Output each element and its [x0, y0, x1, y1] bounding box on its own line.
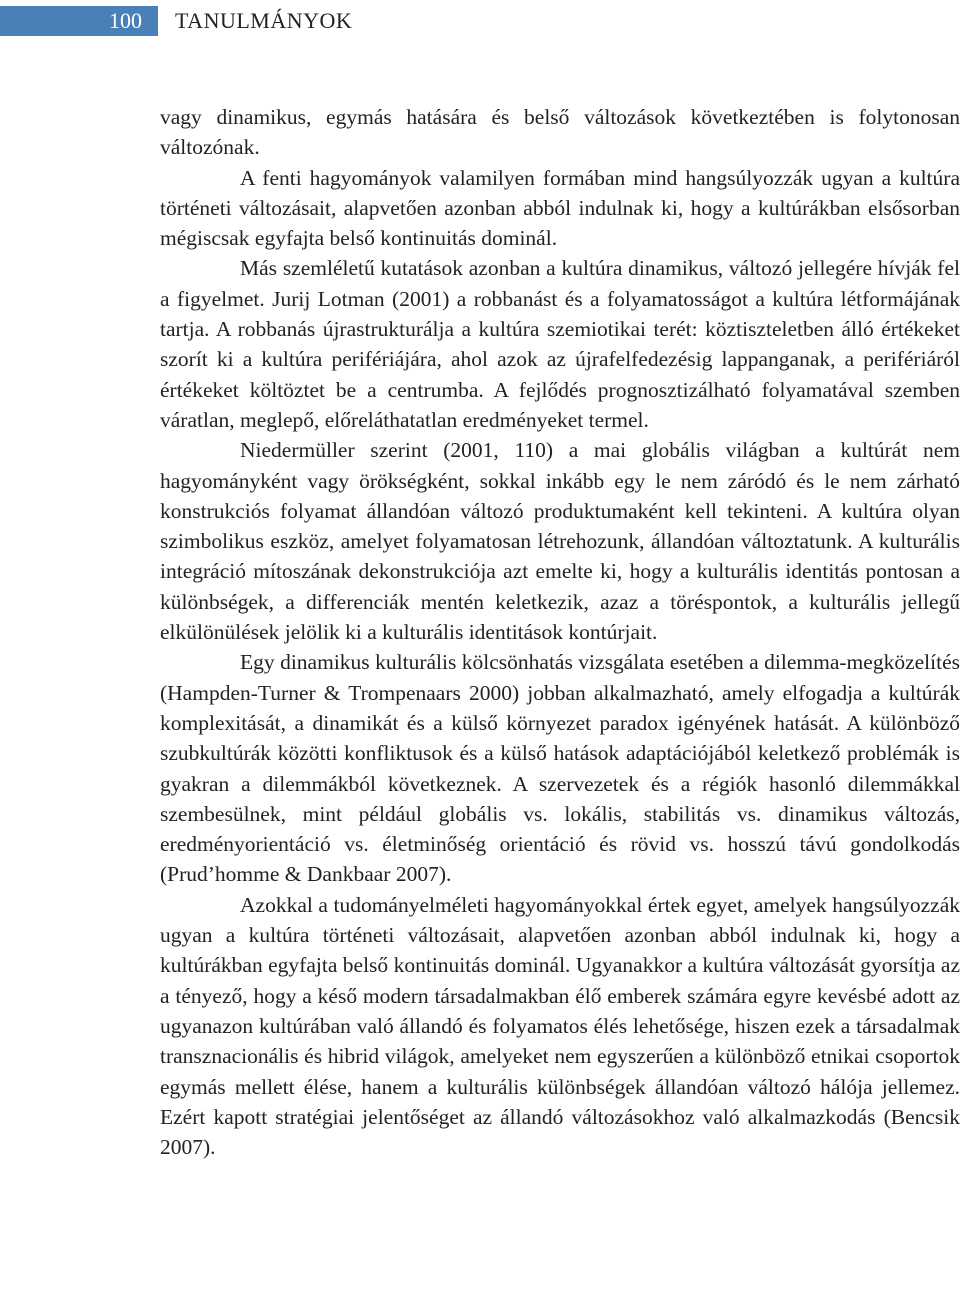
page-number: 100: [0, 6, 158, 36]
page-header: [0, 0, 960, 38]
paragraph: Egy dinamikus kulturális kölcsönhatás vizsgálata esetében a dilemma-megközelítés (Hampden-Turner & Trompenaars 2000) jobban alkalmazható, amely elfogadja a kultúrák komplexitását, a dinamikát és a külső környezet paradox igényének hatását. A különböző szubkultúrák közötti konfliktusok és a külső hatások adaptációjából keletkező problémák is gyakran a dilemmákból következnek. A szervezetek és a régiók hasonló dilemmákkal szembesülnek, mint például globális vs. lokális, stabilitás vs. dinamikus változás, eredményorientáció vs. életminőség orientáció és rövid vs. hosszú távú gondolkodás (Prud’homme & Dankbaar 2007).: [160, 650, 960, 887]
paragraph: Niedermüller szerint (2001, 110) a mai globális világban a kultúrát nem hagyományként vagy örökségként, sokkal inkább egy le nem záródó és le nem zárható konstrukciós folyamat állandóan változó produktumaként kell tekinteni. A kultúra olyan szimbolikus eszköz, amelyet folyamatosan létrehozunk, állandóan változtatunk. A kulturális integráció mítoszának dekonstrukciója azt emelte ki, hogy a kulturális identitás pontosan a különbségek, a differenciák mentén keletkezik, azaz a töréspontok, a kulturális jellegű elkülönülések jelölik ki a kulturális identitások kontúrjait.: [160, 438, 960, 645]
paragraph: A fenti hagyományok valamilyen formában mind hangsúlyozzák ugyan a kultúra történeti változásait, alapvetően azonban abból indulnak ki, hogy a kultúrákban elsősorban mégiscsak egyfajta belső kontinuitás dominál.: [160, 165, 960, 251]
paragraph: Azokkal a tudományelméleti hagyományokkal értek egyet, amelyek hangsúlyozzák ugyan a kultúra történeti változásait, alapvetően azonban abból indulnak ki, hogy a kultúrákban egyfajta belső kontinuitás dominál. Ugyanakkor a kultúra változását gyorsítja az a tényező, hogy a késő modern társadalmakban élő emberek számára egyre kevésbé adott az ugyanazon kultúrában való állandó és folyamatos élés lehetősége, hiszen ezek a társadalmak transznacionális és hibrid világok, amelyeket nem egyszerűen a különböző etnikai csoportok egymás mellett élése, hanem a kulturális különbségek állandóan változó hálója jellemez. Ezért kapott stratégiai jelentőséget az állandó változásokhoz való alkalmazkodás (Bencsik 2007).: [160, 892, 960, 1160]
paragraph-continued: vagy dinamikus, egymás hatására és belső változások következtében is folytonosan változónak.: [160, 105, 960, 160]
paragraph: Más szemléletű kutatások azonban a kultúra dinamikus, változó jellegére hívják fel a figyelmet. Jurij Lotman (2001) a robbanást és a folyamatosságot a kultúra létformájának tartja. A robbanás újrastrukturálja a kultúra szemiotikai terét: köztiszteletben álló értékeket szorít ki a kultúra perifériájára, ahol azok az újrafelfedezésig lappanganak, a perifériáról értékeket költöztet be a centrumba. A fejlődés prognosztizálható folyamatával szemben váratlan, meglepő, előreláthatatlan eredményeket termel.: [160, 256, 960, 432]
running-head: TANULMÁNYOK: [175, 8, 353, 33]
body-text: [160, 102, 960, 1162]
